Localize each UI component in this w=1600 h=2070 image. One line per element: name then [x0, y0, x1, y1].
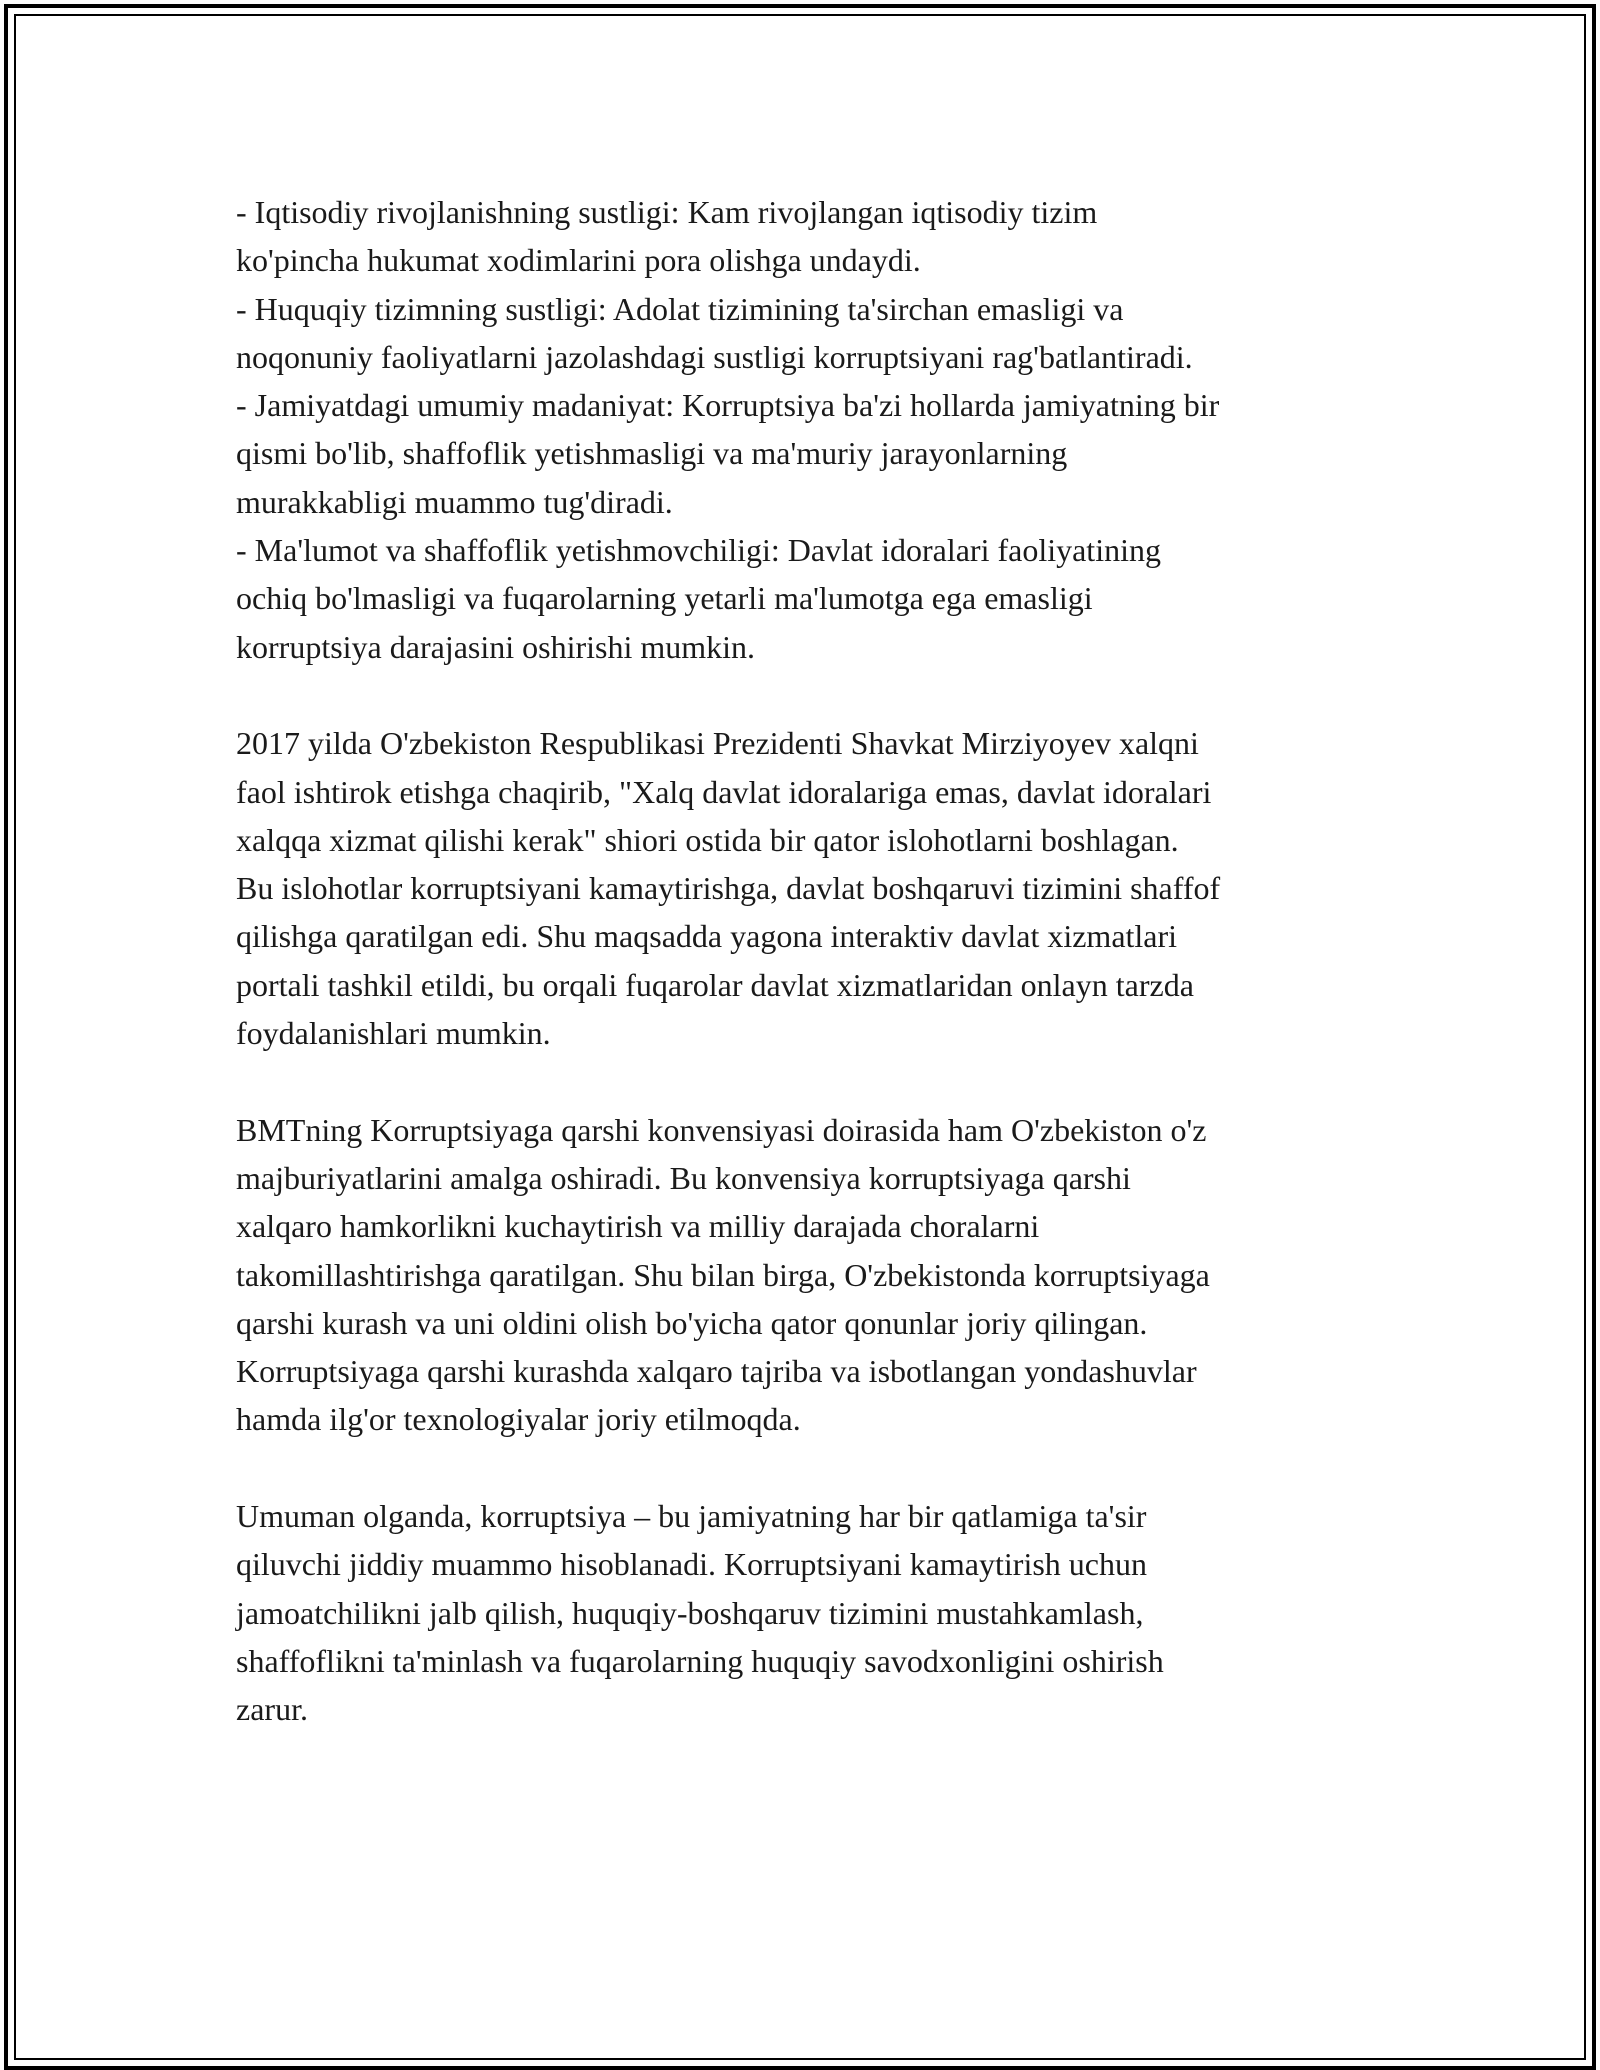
text-line: xalqaro hamkorlikni kuchaytirish va milliy darajada choralarni	[236, 1208, 1040, 1245]
text-line: faol ishtirok etishga chaqirib, "Xalq davlat idoralariga emas, davlat idoralari	[236, 773, 1212, 810]
text-line: qismi bo'lib, shaffoflik yetishmasligi va ma'muriy jarayonlarning	[236, 435, 1068, 472]
text-line: - Iqtisodiy rivojlanishning sustligi: Kam rivojlangan iqtisodiy tizim	[236, 194, 1098, 230]
text-line: 2017 yilda O'zbekiston Respublikasi Prezidenti Shavkat Mirziyoyev xalqni	[236, 725, 1199, 762]
text-line: Umuman olganda, korruptsiya – bu jamiyatning har bir qatlamiga ta'sir	[236, 1498, 1147, 1535]
text-line: - Huquqiy tizimning sustligi: Adolat tizimining ta'sirchan emasligi va	[236, 290, 1124, 327]
text-line: qarshi kurash va uni oldini olish bo'yicha qator qonunlar joriy qilingan.	[236, 1304, 1148, 1341]
text-line: portali tashkil etildi, bu orqali fuqarolar davlat xizmatlaridan onlayn tarzda	[236, 966, 1194, 1003]
text-line: jamoatchilikni jalb qilish, huquqiy-boshqaruv tizimini mustahkamlash,	[236, 1594, 1144, 1631]
text-line: - Jamiyatdagi umumiy madaniyat: Korruptsiya ba'zi hollarda jamiyatning bir	[236, 387, 1220, 424]
paragraph-un-convention	[236, 1106, 1406, 1444]
text-line: Korruptsiyaga qarshi kurashda xalqaro tajriba va isbotlangan yondashuvlar	[236, 1353, 1197, 1390]
text-line: foydalanishlari mumkin.	[236, 1015, 551, 1052]
text-line: hamda ilg'or texnologiyalar joriy etilmoqda.	[236, 1401, 801, 1438]
text-line: korruptsiya darajasini oshirishi mumkin.	[236, 628, 756, 665]
text-line: majburiyatlarini amalga oshiradi. Bu konvensiya korruptsiyaga qarshi	[236, 1159, 1131, 1196]
paragraph-conclusion	[236, 1492, 1406, 1733]
text-line: shaffoflikni ta'minlash va fuqarolarning huquqiy savodxonligini oshirish	[236, 1642, 1164, 1679]
text-line: zarur.	[236, 1691, 308, 1728]
document-body	[236, 188, 1406, 1734]
text-line: ko'pincha hukumat xodimlarini pora olishga undaydi.	[236, 242, 921, 279]
text-line: murakkabligi muammo tug'diradi.	[236, 483, 673, 520]
paragraph-reforms-2017	[236, 719, 1406, 1057]
text-line: qiluvchi jiddiy muammo hisoblanadi. Korruptsiyani kamaytirish uchun	[236, 1546, 1147, 1583]
paragraph-causes-list	[236, 188, 1406, 671]
text-line: BMTning Korruptsiyaga qarshi konvensiyasi doirasida ham O'zbekiston o'z	[236, 1111, 1207, 1148]
text-line: xalqqa xizmat qilishi kerak" shiori ostida bir qator islohotlarni boshlagan.	[236, 821, 1179, 858]
text-line: takomillashtirishga qaratilgan. Shu bilan birga, O'zbekistonda korruptsiyaga	[236, 1256, 1210, 1293]
text-line: qilishga qaratilgan edi. Shu maqsadda yagona interaktiv davlat xizmatlari	[236, 918, 1178, 955]
text-line: - Ma'lumot va shaffoflik yetishmovchiligi: Davlat idoralari faoliyatining	[236, 532, 1161, 569]
text-line: noqonuniy faoliyatlarni jazolashdagi sustligi korruptsiyani rag'batlantiradi.	[236, 338, 1193, 375]
text-line: ochiq bo'lmasligi va fuqarolarning yetarli ma'lumotga ega emasligi	[236, 580, 1093, 617]
text-line: Bu islohotlar korruptsiyani kamaytirishga, davlat boshqaruvi tizimini shaffof	[236, 870, 1221, 907]
